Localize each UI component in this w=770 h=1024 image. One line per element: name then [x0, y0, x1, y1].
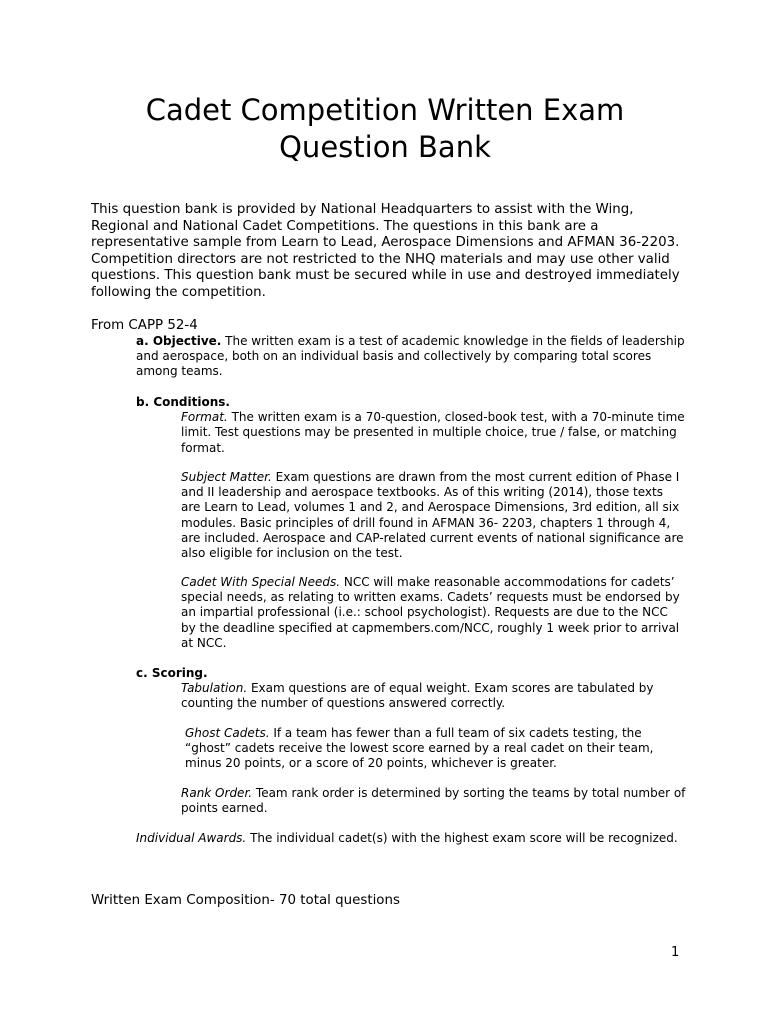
title-line-1: Cadet Competition Written Exam: [145, 93, 625, 127]
format-paragraph: [136, 410, 686, 456]
special-needs-paragraph: [136, 575, 686, 651]
subject-matter-paragraph: [136, 470, 686, 561]
individual-awards-label: Individual Awards.: [136, 831, 247, 845]
ghost-cadets-text: If a team has fewer than a full team of six cadets testing, the “ghost” cadets receive the lowest score earned by a real cadet on their team, minus 20 points, or a score of 20 points, whichever is greater.: [185, 726, 654, 771]
ghost-cadets-paragraph: [136, 726, 686, 772]
special-needs-label: Cadet With Special Needs.: [181, 575, 341, 589]
rank-order-paragraph: [136, 786, 686, 816]
subject-matter-text: Exam questions are drawn from the most current edition of Phase I and II leadership and aerospace textbooks. As of this writing (2014), those texts are Learn to Lead, volumes 1 and 2, and Aerospace Dimensions, 3rd edition, all six modules. Basic principles of drill found in AFMAN 36- 2203, chapters 1 through 4, are included. Aerospace and CAP-related current events of national significance are also eligible for inclusion on the test.: [181, 470, 684, 561]
scoring-section: [136, 666, 686, 712]
tabulation-text: Exam questions are of equal weight. Exam scores are tabulated by counting the number of questions answered correctly.: [181, 681, 654, 711]
intro-paragraph: This question bank is provided by National Headquarters to assist with the Wing, Regional and National Cadet Competitions. The questions in this bank are a representative sample from Learn to Lead, Aerospace Dimensions and AFMAN 36-2203. Competition directors are not restricted to the NHQ materials and may use other valid questions. This question bank must be secured while in use and destroyed immediately following the competition.: [91, 202, 680, 300]
conditions-heading: b. Conditions.: [136, 395, 230, 409]
tabulation-label: Tabulation.: [181, 681, 248, 696]
format-label: Format.: [181, 410, 228, 425]
objective-heading: a. Objective.: [136, 334, 222, 348]
individual-awards-paragraph: [136, 831, 686, 846]
page-number: 1: [671, 945, 680, 960]
exam-composition-line: Written Exam Composition- 70 total questions: [91, 893, 400, 908]
objective-section: [136, 334, 686, 380]
title-line-2: Question Bank: [279, 130, 491, 164]
source-reference: From CAPP 52-4: [91, 318, 198, 333]
subject-matter-label: Subject Matter.: [181, 470, 272, 484]
rank-order-label: Rank Order.: [181, 786, 253, 800]
conditions-section: [136, 395, 686, 456]
tabulation-paragraph: [136, 681, 686, 711]
individual-awards-text: The individual cadet(s) with the highest exam score will be recognized.: [246, 831, 678, 845]
ghost-cadets-label: Ghost Cadets.: [185, 726, 270, 740]
rank-order-text: Team rank order is determined by sorting the teams by total number of points earned.: [181, 786, 686, 816]
objective-text: The written exam is a test of academic knowledge in the fields of leadership and aerospace, both on an individual basis and collectively by comparing total scores among teams.: [136, 334, 685, 379]
page-title: [0, 92, 770, 166]
format-text: The written exam is a 70-question, closed-book test, with a 70-minute time limit. Test questions may be presented in multiple choice, true / false, or matching format.: [181, 410, 685, 455]
scoring-heading: c. Scoring.: [136, 666, 208, 680]
special-needs-text: NCC will make reasonable accommodations for cadets’ special needs, as relating to written exams. Cadets’ requests must be endorsed by an impartial professional (i.e.: school psychologist). Requests are due to the NCC by the deadline specified at capmembers.com/NCC, roughly 1 week prior to arrival at NCC.: [181, 575, 680, 650]
